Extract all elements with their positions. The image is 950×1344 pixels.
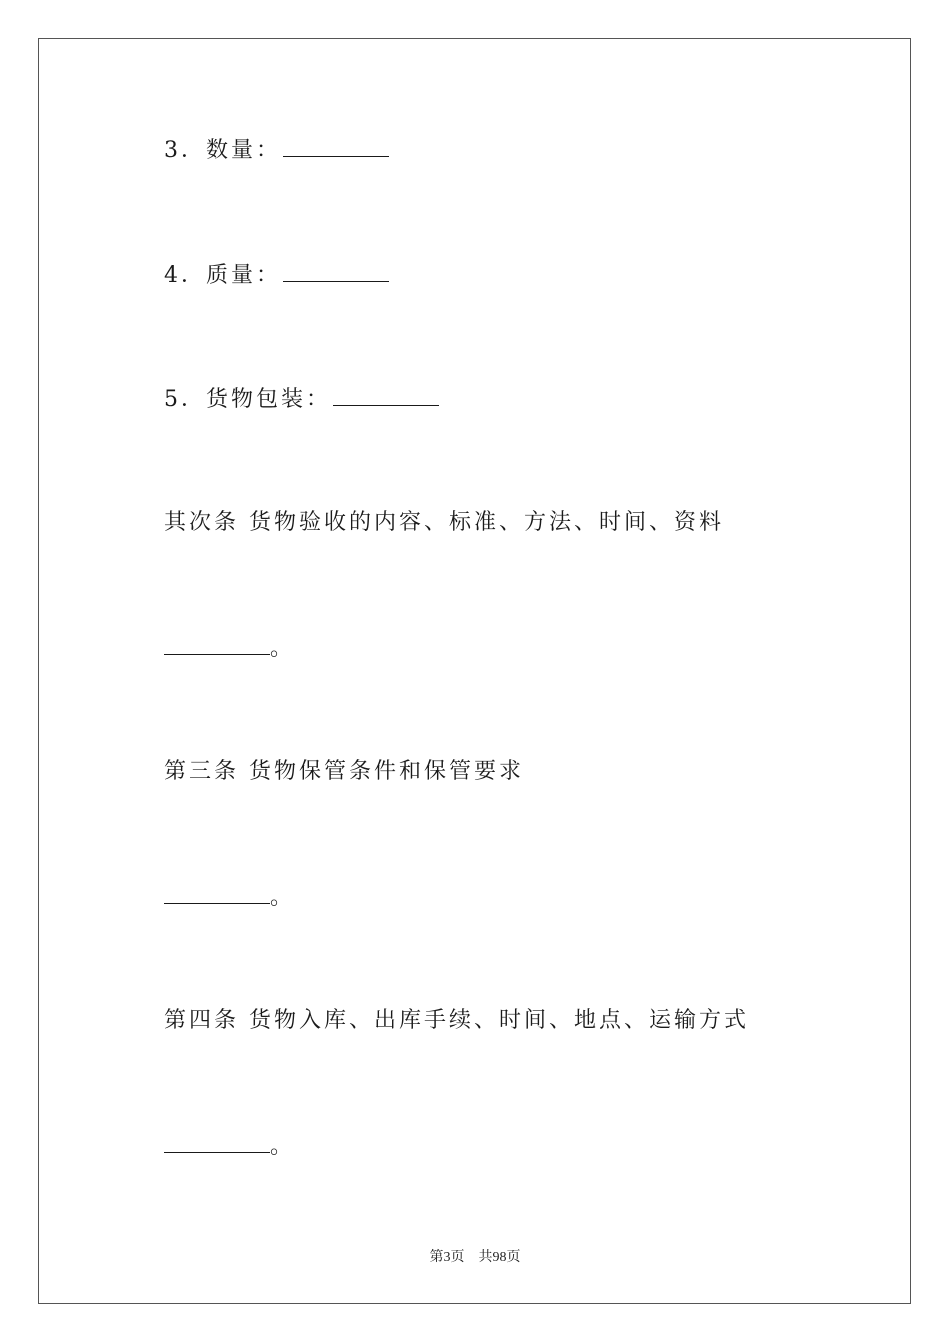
- fill-in-blank[interactable]: [164, 634, 270, 655]
- page-number: 第3页: [429, 1250, 465, 1265]
- fill-in-blank[interactable]: [333, 385, 439, 406]
- item-label: 货物包装：: [206, 387, 332, 412]
- item-quality: [164, 261, 389, 290]
- fill-in-blank[interactable]: [283, 136, 389, 157]
- fill-in-blank[interactable]: [283, 261, 389, 282]
- item-label: 质量：: [206, 263, 282, 288]
- fill-in-blank[interactable]: [164, 1132, 270, 1153]
- item-number: 3．: [164, 138, 206, 163]
- item-number: 4．: [164, 263, 206, 288]
- article-heading: 第三条 货物保管条件和保管要求: [164, 759, 524, 784]
- end-mark: 。: [270, 636, 296, 661]
- item-number: 5．: [164, 387, 206, 412]
- article-answer: [164, 883, 295, 912]
- end-mark: 。: [270, 885, 296, 910]
- article-heading: 第四条 货物入库、出库手续、时间、地点、运输方式: [164, 1008, 749, 1033]
- article-answer: [164, 1132, 295, 1161]
- article-answer: [164, 634, 295, 663]
- item-quantity: [164, 136, 389, 165]
- item-label: 数量：: [206, 138, 282, 163]
- page-footer: [0, 1246, 950, 1266]
- item-packaging: [164, 385, 439, 414]
- page-frame: [38, 38, 911, 1304]
- article-heading: 其次条 货物验收的内容、标准、方法、时间、资料: [164, 510, 724, 535]
- fill-in-blank[interactable]: [164, 883, 270, 904]
- end-mark: 。: [270, 1134, 296, 1159]
- total-pages: 共98页: [478, 1250, 521, 1265]
